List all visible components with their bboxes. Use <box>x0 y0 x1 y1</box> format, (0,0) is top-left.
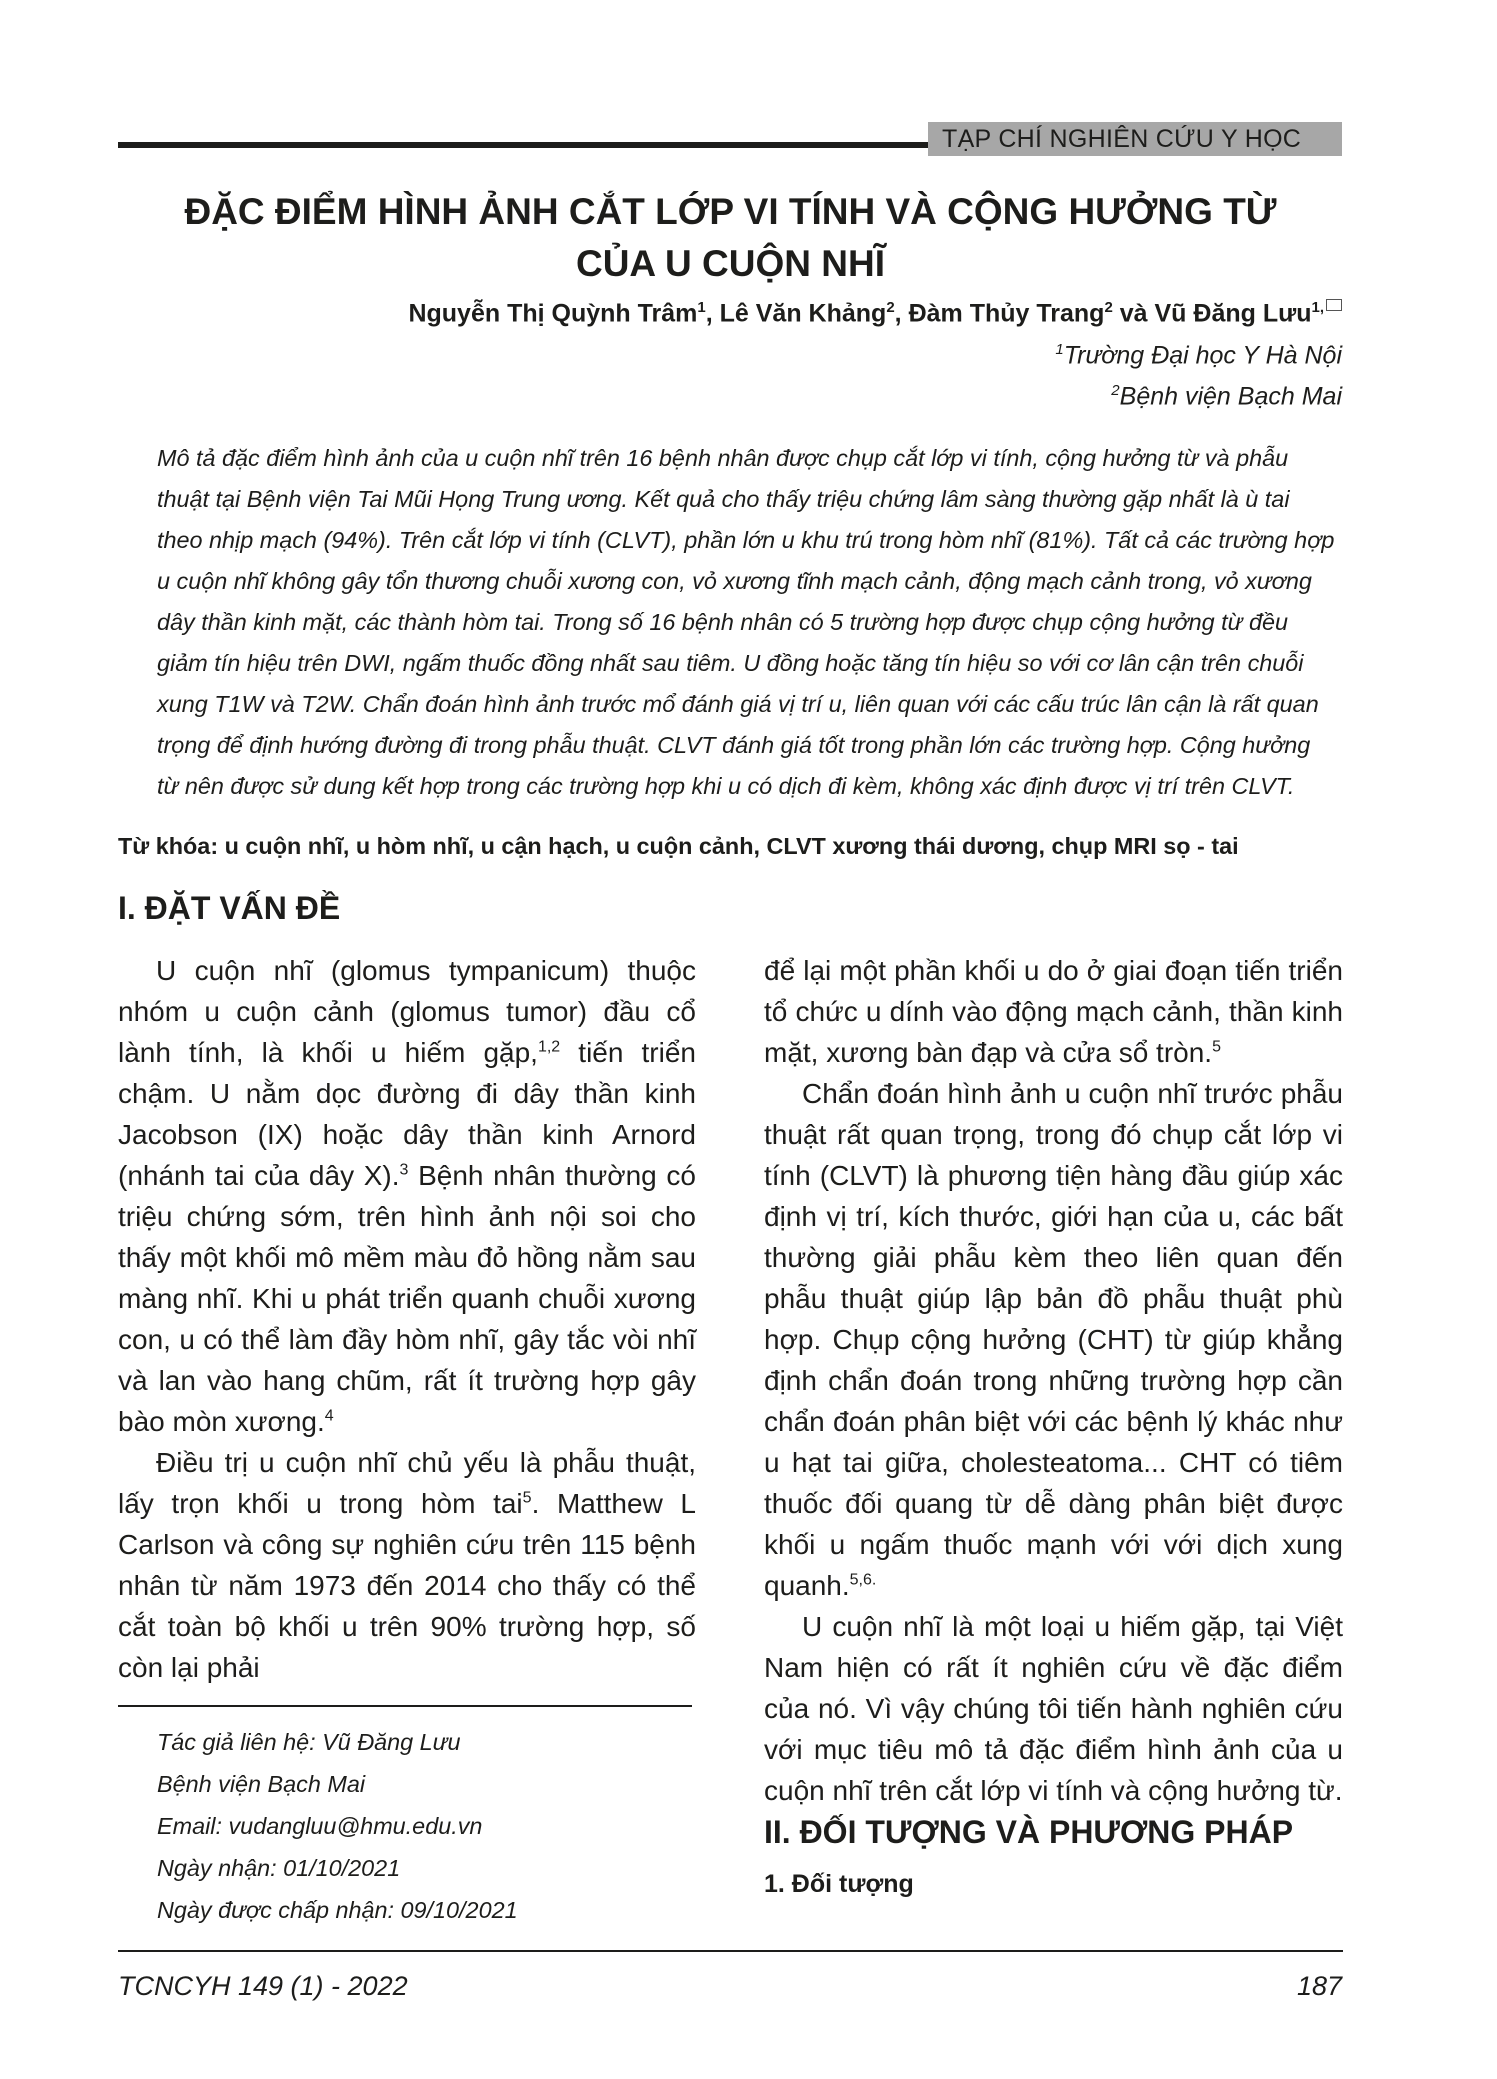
header-rule <box>118 142 938 148</box>
paragraph-text: . Matthew L Carlson và công sự nghiên cứu trên 115 bệnh nhân từ năm 1973 đến 2014 cho thấy có thể cắt toàn bộ khối u trên 90% trường hợp, số còn lại phải <box>118 1488 697 1683</box>
author-affil-sup: 2 <box>886 299 895 316</box>
author-list <box>408 292 1342 329</box>
affiliation-name: Trường Đại học Y Hà Nội <box>1063 341 1342 370</box>
author-affil-sup: 1, <box>1311 299 1324 316</box>
abstract-line: từ nên được sử dung kết hợp trong các trường hợp khi u có dịch đi kèm, không xác định được vị trí trên CLVT. <box>157 773 1295 799</box>
abstract-line: giảm tín hiệu trên DWI, ngấm thuốc đồng nhất sau tiêm. U đồng hoặc tăng tín hiệu so với cơ lân cận trên chuỗi <box>157 650 1304 676</box>
footnote-org: Bệnh viện Bạch Mai <box>157 1771 366 1797</box>
paragraph-text: Bệnh nhân thường có triệu chứng sớm, trên hình ảnh nội soi cho thấy một khối mô mềm màu đỏ hồng nằm sau màng nhĩ. Khi u phát triển quanh chuỗi xương con, u có thể làm đầy hòm nhĩ, gây tắc vòi nhĩ và lan vào hang chũm, rất ít trường hợp gây bào mòn xương. <box>118 1160 696 1437</box>
author-affil-sup: 2 <box>1104 299 1113 316</box>
keywords: Từ khóa: u cuộn nhĩ, u hòm nhĩ, u cận hạch, u cuộn cảnh, CLVT xương thái dương, chụp MRI sọ - tai <box>118 833 1239 859</box>
author-name: Đàm Thủy Trang <box>908 299 1105 328</box>
paragraph <box>764 1606 1343 1811</box>
paragraph <box>764 1073 1343 1606</box>
paragraph-text: U cuộn nhĩ (glomus tympanicum) thuộc nhóm u cuộn cảnh (glomus tumor) đầu cổ lành tính, là khối u hiếm gặp, <box>118 955 696 1068</box>
abstract-line: Mô tả đặc điểm hình ảnh của u cuộn nhĩ trên 16 bệnh nhân được chụp cắt lớp vi tính, cộng hưởng từ và phẫu <box>157 445 1289 471</box>
title-line-2: CỦA U CUỘN NHĨ <box>575 243 885 284</box>
citation-sup: 4 <box>324 1407 334 1425</box>
author-separator: , <box>705 299 713 328</box>
paragraph-text: tiến triển chậm. U nằm dọc đường đi dây thần kinh Jacobson (IX) hoặc dây thần kinh Arnord (nhánh tai của dây X). <box>118 1037 696 1191</box>
author-name: Nguyễn Thị Quỳnh Trâm <box>408 299 698 328</box>
paragraph <box>118 1442 696 1688</box>
affiliation-2 <box>1111 375 1342 412</box>
author-name: Lê Văn Khảng <box>719 299 887 328</box>
envelope-icon <box>1326 299 1342 311</box>
footer-journal-issue: TCNCYH 149 (1) - 2022 <box>118 1971 408 2001</box>
title-line-1: ĐẶC ĐIỂM HÌNH ẢNH CẮT LỚP VI TÍNH VÀ CỘNG HƯỞNG TỪ <box>184 191 1277 232</box>
abstract-line: xung T1W và T2W. Chẩn đoán hình ảnh trước mổ đánh giá vị trí u, liên quan với các cấu trúc lân cận là rất quan <box>157 691 1319 717</box>
paragraph-text: để lại một phần khối u do ở giai đoạn tiến triển tổ chức u dính vào động mạch cảnh, thần kinh mặt, xương bàn đạp và cửa sổ tròn. <box>764 955 1343 1068</box>
section-heading-2: II. ĐỐI TƯỢNG VÀ PHƯƠNG PHÁP <box>764 1814 1294 1850</box>
author-affil-sup: 1 <box>697 299 706 316</box>
author-conjunction: và <box>1119 299 1148 328</box>
abstract-line: theo nhịp mạch (94%). Trên cắt lớp vi tính (CLVT), phần lớn u khu trú trong hòm nhĩ (81%). Tất cả các trường hợp <box>157 527 1335 553</box>
affiliation-1 <box>1055 334 1342 371</box>
footnote-accepted: Ngày được chấp nhận: 09/10/2021 <box>157 1897 518 1923</box>
citation-sup: 5,6. <box>849 1571 877 1589</box>
footnote-contact: Tác giả liên hệ: Vũ Đăng Lưu <box>157 1729 461 1755</box>
footer-page-number: 187 <box>1296 1971 1342 2001</box>
affiliation-name: Bệnh viện Bạch Mai <box>1119 382 1342 411</box>
footnote-email: Email: vudangluu@hmu.edu.vn <box>157 1813 483 1839</box>
section-heading-1: I. ĐẶT VẤN ĐỀ <box>118 890 341 926</box>
paragraph <box>764 950 1343 1073</box>
paragraph-text: Chẩn đoán hình ảnh u cuộn nhĩ trước phẫu thuật rất quan trọng, trong đó chụp cắt lớp vi tính (CLVT) là phương tiện hàng đầu giúp xác định vị trí, kích thước, giới hạn của u, các bất thường giải phẫu kèm theo liên quan đến phẫu thuật giúp lập bản đồ phẫu thuật phù hợp. Chụp cộng hưởng (CHT) từ giúp khẳng định chẩn đoán trong những trường hợp cần chẩn đoán phân biệt với các bệnh lý khác như u hạt tai giữa, cholesteatoma... CHT có tiêm thuốc đối quang từ dễ dàng phân biệt được khối u ngấm thuốc mạnh với với dịch xung quanh. <box>764 1078 1343 1601</box>
author-separator: , <box>894 299 902 328</box>
affiliation-sup: 1 <box>1055 341 1064 358</box>
citation-sup: 5 <box>522 1489 532 1507</box>
abstract-line: trọng để định hướng đường đi trong phẫu thuật. CLVT đánh giá tốt trong phần lớn các trường hợp. Cộng hưởng <box>157 732 1311 758</box>
affiliation-sup: 2 <box>1111 382 1120 399</box>
footer-rule <box>118 1950 1343 1952</box>
subsection-heading: 1. Đối tượng <box>764 1870 914 1898</box>
citation-sup: 5 <box>1212 1038 1221 1056</box>
corresponding-author-note <box>157 1721 692 1931</box>
abstract-line: dây thần kinh mặt, các thành hòm tai. Trong số 16 bệnh nhân có 5 trường hợp được chụp cộng hưởng từ đều <box>157 609 1288 635</box>
left-column <box>118 950 696 1688</box>
journal-header-label: TẠP CHÍ NGHIÊN CỨU Y HỌC <box>928 122 1342 156</box>
abstract-line: u cuộn nhĩ không gây tổn thương chuỗi xương con, vỏ xương tĩnh mạch cảnh, động mạch cảnh trong, vỏ xương <box>157 568 1312 594</box>
article-title <box>118 186 1343 290</box>
paragraph-text: Điều trị u cuộn nhĩ chủ yếu là phẫu thuật, lấy trọn khối u trong hòm tai <box>118 1447 696 1519</box>
abstract-line: thuật tại Bệnh viện Tai Mũi Họng Trung ương. Kết quả cho thấy triệu chứng lâm sàng thường gặp nhất là ù tai <box>157 486 1290 512</box>
citation-sup: 3 <box>399 1161 409 1179</box>
abstract <box>157 438 1343 807</box>
right-column <box>764 950 1343 1811</box>
footnote-rule <box>118 1705 692 1707</box>
paragraph <box>118 950 696 1442</box>
citation-sup: 1,2 <box>537 1038 561 1056</box>
author-name: Vũ Đăng Lưu <box>1154 299 1312 328</box>
footnote-received: Ngày nhận: 01/10/2021 <box>157 1855 401 1881</box>
paragraph-text: U cuộn nhĩ là một loại u hiếm gặp, tại Việt Nam hiện có rất ít nghiên cứu về đặc điểm của nó. Vì vậy chúng tôi tiến hành nghiên cứu với mục tiêu mô tả đặc điểm hình ảnh của u cuộn nhĩ trên cắt lớp vi tính và cộng hưởng từ. <box>764 1611 1343 1806</box>
